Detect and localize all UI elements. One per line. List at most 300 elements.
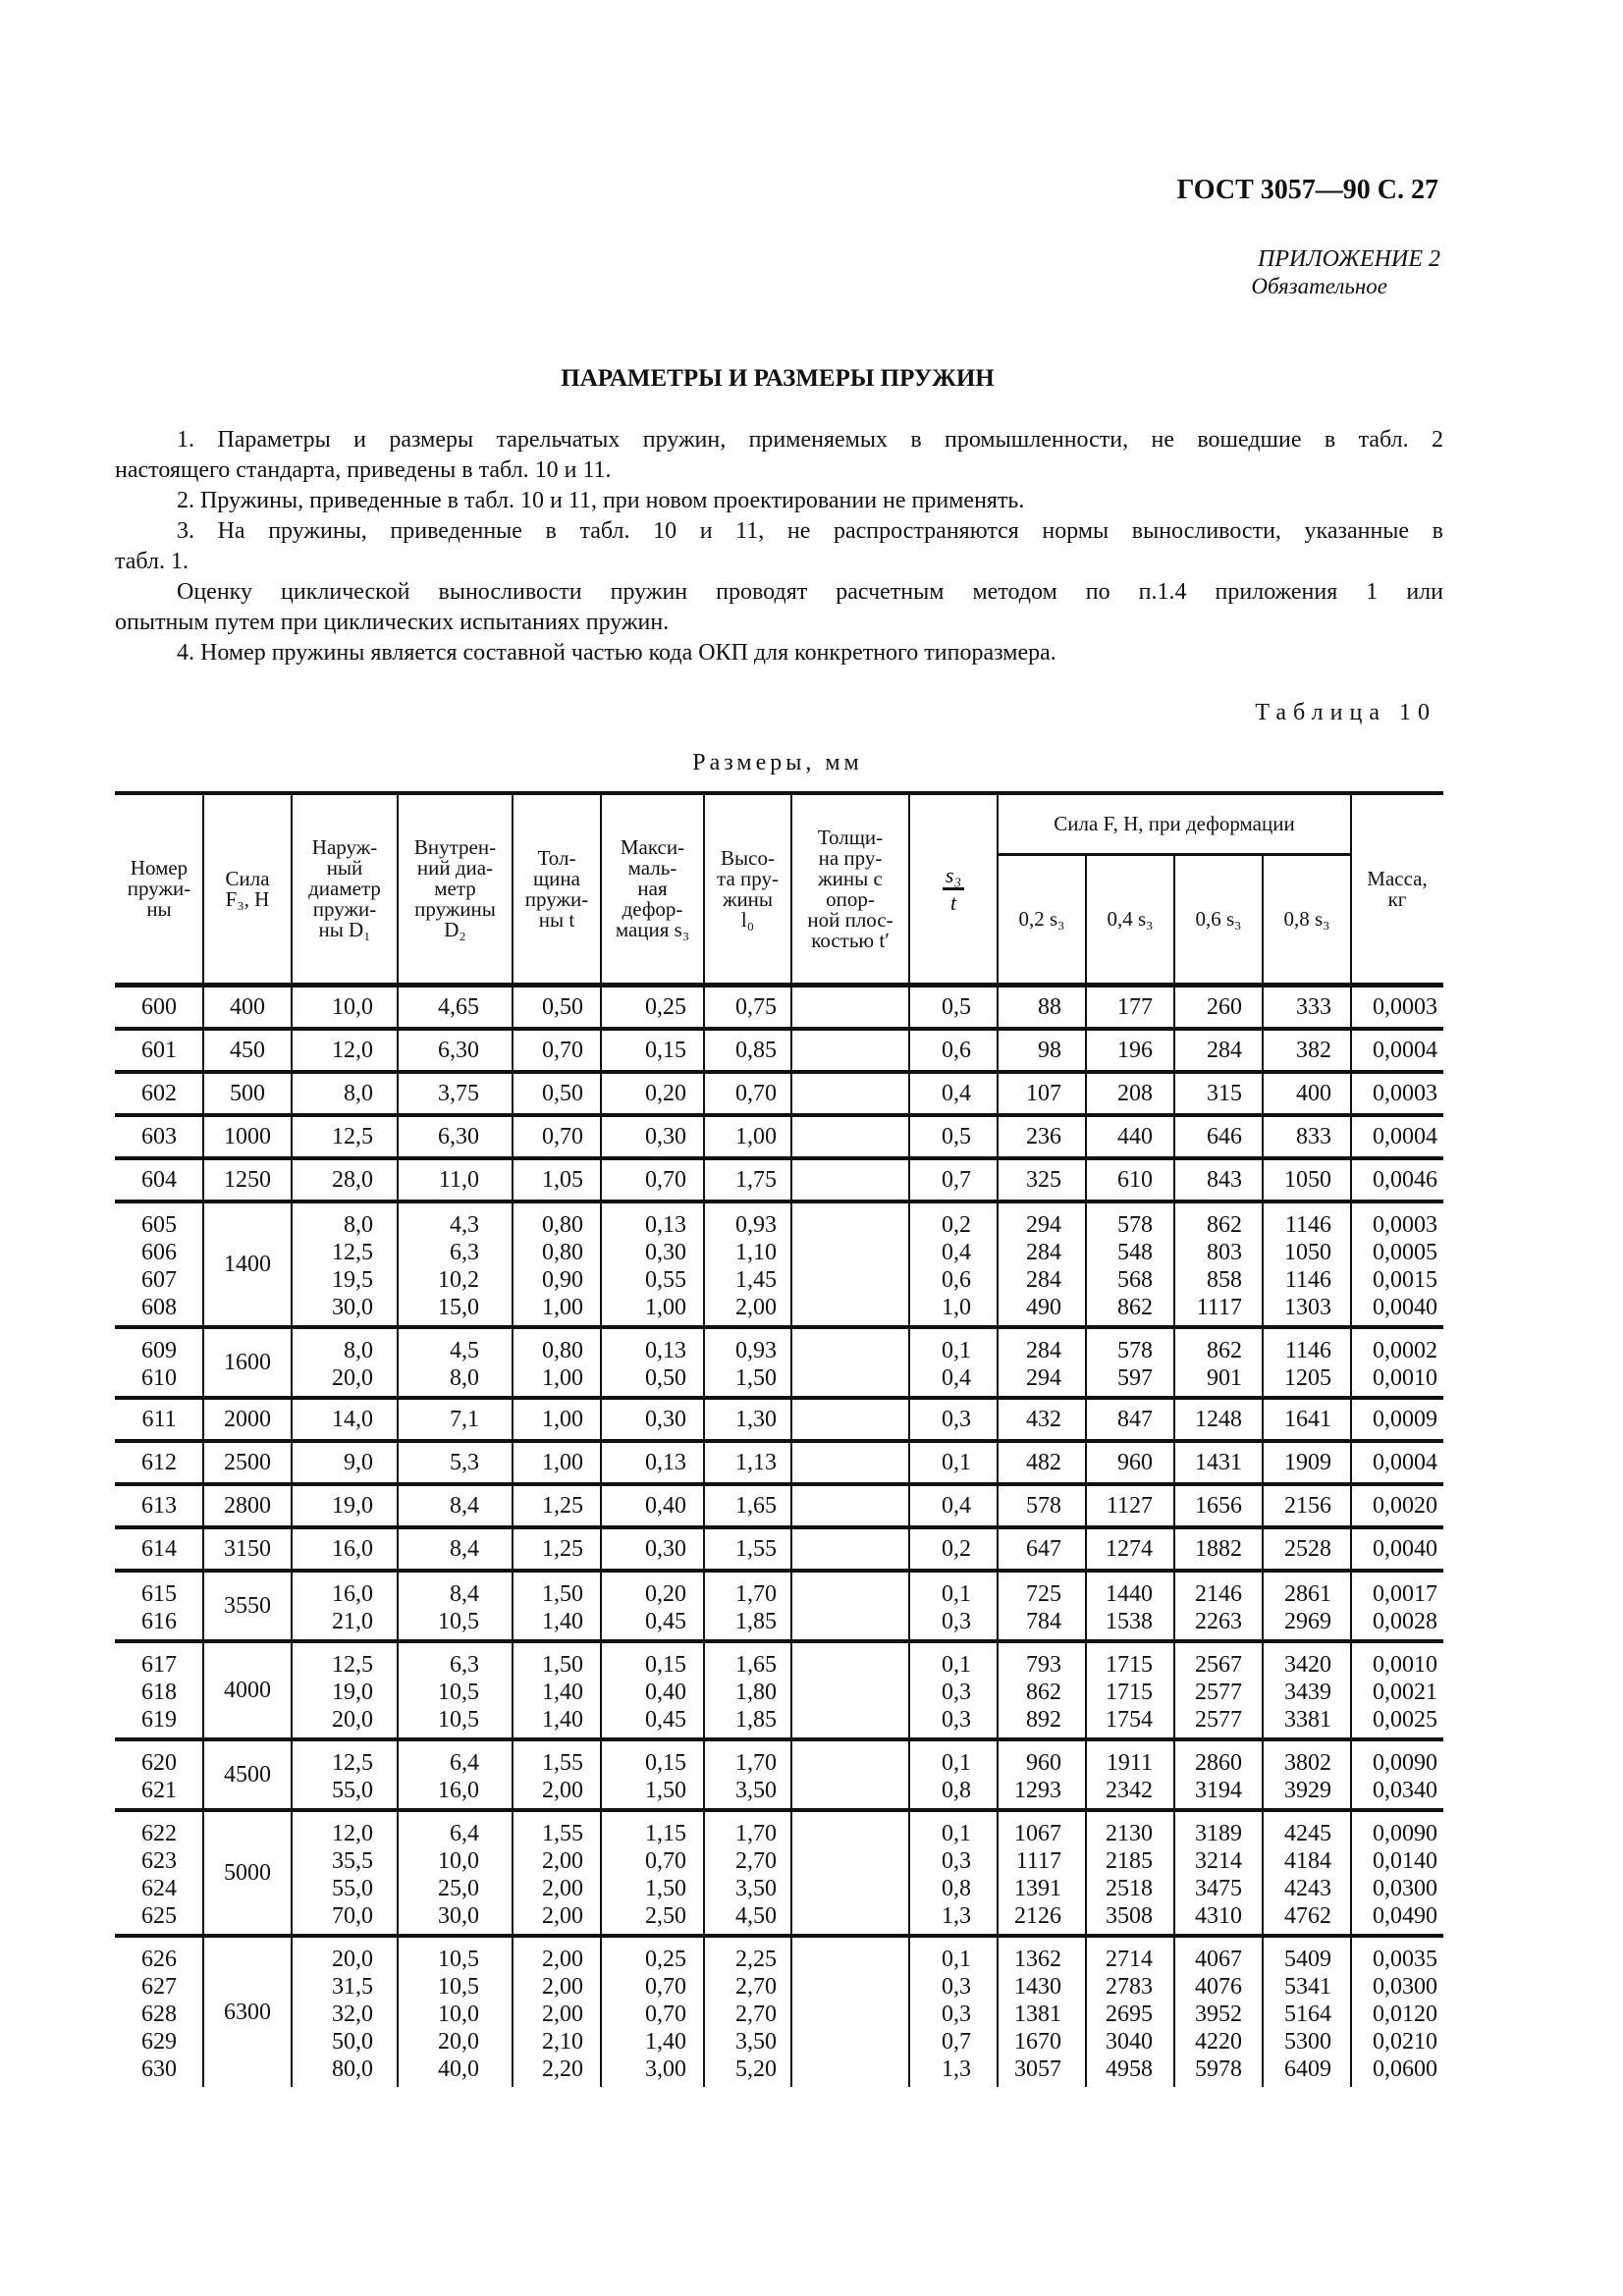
value-f02: 284	[1026, 1267, 1061, 1293]
value-D1: 20,0	[332, 1707, 373, 1733]
value-f04: 177	[1117, 994, 1153, 1020]
value-t: 1,00	[542, 1450, 583, 1475]
value-no: 627	[141, 1974, 177, 2000]
value-f06: 1117	[1196, 1295, 1242, 1320]
header-line: Внутрен-	[413, 835, 497, 859]
value-no: 626	[141, 1947, 177, 1972]
value-mass: 0,0010	[1373, 1652, 1437, 1678]
cell-no	[115, 1337, 203, 1392]
force-value: 3550	[224, 1593, 271, 1619]
value-no: 630	[141, 2056, 177, 2082]
cell-mass	[1351, 1123, 1443, 1150]
cell-f08	[1263, 1037, 1351, 1064]
value-tp	[791, 1973, 909, 2001]
cell-s3	[601, 1946, 704, 2083]
value-f02: 862	[1026, 1680, 1061, 1705]
cell-f04	[1086, 1651, 1174, 1734]
value-l0: 0,85	[735, 1038, 777, 1063]
value-f08: 5164	[1284, 2002, 1331, 2027]
header-line: Сила	[225, 866, 270, 890]
cell-f02	[998, 1449, 1086, 1476]
value-l0: 5,20	[735, 2056, 777, 2082]
cell-force	[203, 1160, 292, 1200]
value-no: 615	[141, 1581, 177, 1607]
value-s3: 0,30	[645, 1240, 686, 1265]
paragraph-line: табл. 1.	[115, 549, 189, 574]
cell-tp	[791, 1449, 909, 1476]
cell-force	[203, 1443, 292, 1482]
value-f02: 1293	[1014, 1778, 1061, 1803]
cell-tp	[791, 1749, 909, 1804]
value-D1: 28,0	[332, 1167, 373, 1193]
group-separator	[115, 1156, 1443, 1160]
header-line: мация s₃	[615, 918, 690, 941]
value-D2: 10,5	[438, 1680, 479, 1705]
cell-f06	[1174, 1820, 1263, 1930]
value-tp	[791, 1492, 909, 1520]
cell-mass	[1351, 1535, 1443, 1563]
cell-f04	[1086, 1123, 1174, 1150]
value-t: 1,00	[542, 1365, 583, 1391]
header-l0	[704, 793, 791, 985]
value-l0: 1,65	[735, 1652, 777, 1678]
value-no: 620	[141, 1750, 177, 1776]
cell-f08	[1263, 1123, 1351, 1150]
cell-l0	[704, 1449, 791, 1476]
value-l0: 2,70	[735, 1848, 777, 1874]
cell-no	[115, 1492, 203, 1520]
force-value: 2000	[224, 1407, 271, 1432]
force-value: 450	[230, 1038, 265, 1063]
value-ratio: 1,3	[942, 2056, 971, 2082]
cell-mass	[1351, 1406, 1443, 1433]
value-s3: 0,13	[645, 1212, 686, 1238]
force-value: 500	[230, 1081, 265, 1106]
value-f06: 803	[1207, 1240, 1242, 1265]
cell-t	[513, 1651, 601, 1734]
value-D2: 6,3	[450, 1652, 479, 1678]
header-line: Высо-	[721, 845, 775, 870]
value-f04: 1754	[1106, 1707, 1153, 1733]
cell-f06	[1174, 1211, 1263, 1321]
value-f04: 440	[1117, 1124, 1153, 1149]
value-D1: 35,5	[332, 1848, 373, 1874]
header-line: жины с	[818, 866, 883, 890]
page-title: ПАРАМЕТРЫ И РАЗМЕРЫ ПРУЖИН	[561, 365, 995, 392]
value-t: 2,00	[542, 1876, 583, 1901]
value-tp	[791, 1294, 909, 1321]
value-D2: 8,4	[450, 1536, 479, 1562]
value-mass: 0,0028	[1373, 1609, 1437, 1634]
value-mass: 0,0005	[1373, 1240, 1437, 1265]
value-no: 629	[141, 2029, 177, 2055]
column-divider	[1085, 854, 1087, 2087]
value-f04: 2783	[1106, 1974, 1153, 2000]
group-separator	[115, 1027, 1443, 1031]
value-s3: 0,70	[645, 1848, 686, 1874]
cell-f06	[1174, 1037, 1263, 1064]
cell-D1	[292, 1492, 398, 1520]
value-l0: 1,30	[735, 1407, 777, 1432]
cell-f04	[1086, 1037, 1174, 1064]
value-D1: 12,5	[332, 1124, 373, 1149]
force-value: 4500	[224, 1762, 271, 1788]
cell-s3	[601, 1492, 704, 1520]
paragraph-line: Оценку циклической выносливости пружин проводят расчетным методом по п.1.4 приложения 1 или	[177, 579, 1443, 605]
value-f06: 1248	[1195, 1407, 1242, 1432]
value-f04: 960	[1117, 1450, 1153, 1475]
value-f08: 5409	[1284, 1947, 1331, 1972]
value-mass: 0,0300	[1373, 1876, 1437, 1901]
value-D2: 6,30	[438, 1124, 479, 1149]
value-t: 1,40	[542, 1680, 583, 1705]
cell-f06	[1174, 1337, 1263, 1392]
header-f04	[1086, 854, 1174, 985]
value-mass: 0,0010	[1373, 1365, 1437, 1391]
value-f02: 1391	[1014, 1876, 1061, 1901]
header-line: пружины	[414, 897, 496, 921]
value-s3: 0,30	[645, 1407, 686, 1432]
value-f02: 432	[1026, 1407, 1061, 1432]
value-tp	[791, 1946, 909, 1973]
cell-D1	[292, 993, 398, 1021]
value-t: 0,50	[542, 994, 583, 1020]
value-f06: 284	[1207, 1038, 1242, 1063]
cell-s3	[601, 1037, 704, 1064]
value-s3: 0,40	[645, 1680, 686, 1705]
value-tp	[791, 1749, 909, 1777]
header-D2	[398, 793, 513, 985]
value-s3: 0,70	[645, 1974, 686, 2000]
force-value: 1600	[224, 1350, 271, 1375]
value-ratio: 0,6	[942, 1267, 971, 1293]
value-s3: 0,20	[645, 1081, 686, 1106]
value-f02: 2126	[1014, 1903, 1061, 1929]
value-D1: 21,0	[332, 1609, 373, 1634]
value-tp	[791, 1166, 909, 1194]
cell-D2	[398, 1651, 513, 1734]
group-separator	[115, 1396, 1443, 1400]
cell-f02	[998, 1820, 1086, 1930]
cell-mass	[1351, 1820, 1443, 1930]
value-ratio: 0,1	[942, 1450, 971, 1475]
value-s3: 0,20	[645, 1581, 686, 1607]
cell-f06	[1174, 993, 1263, 1021]
cell-force	[203, 1643, 292, 1737]
value-f04: 4958	[1106, 2056, 1153, 2082]
cell-f08	[1263, 993, 1351, 1021]
cell-f08	[1263, 1651, 1351, 1734]
value-f08: 5300	[1284, 2029, 1331, 2055]
value-s3: 2,50	[645, 1903, 686, 1929]
value-f04: 568	[1117, 1267, 1153, 1293]
value-t: 1,00	[542, 1295, 583, 1320]
value-D2: 10,2	[438, 1267, 479, 1293]
value-mass: 0,0003	[1373, 994, 1437, 1020]
cell-f02	[998, 1406, 1086, 1433]
cell-f02	[998, 1535, 1086, 1563]
value-D2: 10,5	[438, 1707, 479, 1733]
value-f06: 3952	[1195, 2002, 1242, 2027]
value-D1: 20,0	[332, 1365, 373, 1391]
value-D2: 10,5	[438, 1974, 479, 2000]
cell-D2	[398, 1449, 513, 1476]
header-force-group	[998, 793, 1351, 854]
value-D2: 4,5	[450, 1338, 479, 1363]
value-f08: 3929	[1284, 1778, 1331, 1803]
value-t: 1,25	[542, 1493, 583, 1519]
cell-force	[203, 988, 292, 1027]
value-tp	[791, 993, 909, 1021]
cell-D1	[292, 1449, 398, 1476]
value-D2: 8,0	[450, 1365, 479, 1391]
value-no: 601	[141, 1038, 177, 1063]
cell-f02	[998, 1037, 1086, 1064]
cell-f06	[1174, 1749, 1263, 1804]
value-f04: 847	[1117, 1407, 1153, 1432]
value-D2: 11,0	[438, 1167, 479, 1193]
value-D2: 6,3	[450, 1240, 479, 1265]
value-s3: 0,25	[645, 1947, 686, 1972]
cell-f06	[1174, 1946, 1263, 2083]
value-D1: 12,5	[332, 1652, 373, 1678]
paragraph-line: 1. Параметры и размеры тарельчатых пружин, применяемых в промышленности, не вошедшие в табл. 2	[177, 427, 1443, 453]
cell-f04	[1086, 1535, 1174, 1563]
value-s3: 0,45	[645, 1707, 686, 1733]
cell-s3	[601, 1651, 704, 1734]
value-f08: 3381	[1284, 1707, 1331, 1733]
value-l0: 0,93	[735, 1338, 777, 1363]
cell-no	[115, 1449, 203, 1476]
cell-f02	[998, 1123, 1086, 1150]
group-separator	[115, 1070, 1443, 1074]
cell-force	[203, 1486, 292, 1525]
value-no: 610	[141, 1365, 177, 1391]
value-f06: 4076	[1195, 1974, 1242, 2000]
value-D2: 6,4	[450, 1750, 479, 1776]
cell-D2	[398, 1535, 513, 1563]
value-l0: 1,85	[735, 1707, 777, 1733]
value-no: 609	[141, 1338, 177, 1363]
value-t: 0,70	[542, 1124, 583, 1149]
cell-t	[513, 1080, 601, 1107]
value-f06: 862	[1207, 1212, 1242, 1238]
cell-force	[203, 1573, 292, 1639]
value-t: 0,80	[542, 1212, 583, 1238]
value-l0: 2,70	[735, 2002, 777, 2027]
cell-ratio	[909, 1946, 998, 2083]
cell-t	[513, 1535, 601, 1563]
value-no: 606	[141, 1240, 177, 1265]
column-divider	[291, 793, 293, 2087]
value-f08: 5341	[1284, 1974, 1331, 2000]
value-D2: 30,0	[438, 1903, 479, 1929]
value-no: 602	[141, 1081, 177, 1106]
value-D2: 16,0	[438, 1778, 479, 1803]
group-separator	[115, 1639, 1443, 1643]
value-l0: 0,70	[735, 1081, 777, 1106]
cell-f06	[1174, 1580, 1263, 1635]
value-D1: 30,0	[332, 1295, 373, 1320]
value-D2: 20,0	[438, 2029, 479, 2055]
cell-D1	[292, 1535, 398, 1563]
value-f04: 1715	[1106, 1680, 1153, 1705]
value-D1: 20,0	[332, 1947, 373, 1972]
cell-mass	[1351, 1749, 1443, 1804]
cell-D1	[292, 1946, 398, 2083]
value-ratio: 0,7	[942, 2029, 971, 2055]
value-no: 607	[141, 1267, 177, 1293]
cell-t	[513, 1449, 601, 1476]
header-line: та пру-	[717, 866, 779, 890]
header-no	[115, 793, 203, 985]
cell-l0	[704, 1651, 791, 1734]
cell-f04	[1086, 1406, 1174, 1433]
value-f02: 236	[1026, 1124, 1061, 1149]
value-s3: 0,45	[645, 1609, 686, 1634]
value-s3: 0,15	[645, 1038, 686, 1063]
cell-ratio	[909, 1123, 998, 1150]
value-D2: 10,0	[438, 1848, 479, 1874]
cell-f02	[998, 1946, 1086, 2083]
cell-mass	[1351, 1211, 1443, 1321]
value-t: 2,00	[542, 2002, 583, 2027]
cell-mass	[1351, 1580, 1443, 1635]
value-no: 604	[141, 1167, 177, 1193]
force-value: 400	[230, 994, 265, 1020]
group-separator	[115, 1737, 1443, 1741]
value-ratio: 0,4	[942, 1240, 971, 1265]
cell-t	[513, 1580, 601, 1635]
value-ratio: 0,1	[942, 1581, 971, 1607]
value-f06: 2567	[1195, 1652, 1242, 1678]
value-D1: 8,0	[344, 1338, 373, 1363]
header-line: Тол-	[537, 845, 576, 870]
cell-s3	[601, 1749, 704, 1804]
value-f08: 1050	[1284, 1240, 1331, 1265]
value-D1: 55,0	[332, 1778, 373, 1803]
value-ratio: 1,0	[942, 1295, 971, 1320]
value-l0: 0,75	[735, 994, 777, 1020]
value-no: 621	[141, 1778, 177, 1803]
value-tp	[791, 1777, 909, 1804]
cell-t	[513, 1037, 601, 1064]
header-force	[203, 793, 292, 985]
cell-ratio	[909, 1166, 998, 1194]
value-f08: 833	[1296, 1124, 1331, 1149]
cell-l0	[704, 1123, 791, 1150]
value-no: 628	[141, 2002, 177, 2027]
cell-f08	[1263, 1406, 1351, 1433]
document-code-page-number: ГОСТ 3057—90 С. 27	[1176, 175, 1438, 205]
cell-no	[115, 1211, 203, 1321]
cell-f02	[998, 1080, 1086, 1107]
value-f02: 1117	[1015, 1848, 1061, 1874]
value-t: 0,50	[542, 1081, 583, 1106]
cell-no	[115, 1651, 203, 1734]
value-tp	[791, 1706, 909, 1734]
value-f02: 784	[1026, 1609, 1061, 1634]
value-no: 613	[141, 1493, 177, 1519]
cell-mass	[1351, 1080, 1443, 1107]
value-l0: 1,45	[735, 1267, 777, 1293]
value-f02: 725	[1026, 1581, 1061, 1607]
value-f02: 3057	[1014, 2056, 1061, 2082]
cell-f06	[1174, 1406, 1263, 1433]
cell-f08	[1263, 1749, 1351, 1804]
value-f04: 597	[1117, 1365, 1153, 1391]
cell-D1	[292, 1820, 398, 1930]
value-t: 0,80	[542, 1338, 583, 1363]
value-f06: 2860	[1195, 1750, 1242, 1776]
force-value: 4000	[224, 1678, 271, 1703]
cell-l0	[704, 1037, 791, 1064]
cell-mass	[1351, 1166, 1443, 1194]
value-l0: 3,50	[735, 2029, 777, 2055]
cell-f04	[1086, 1166, 1174, 1194]
value-f02: 1067	[1014, 1821, 1061, 1846]
value-t: 0,80	[542, 1240, 583, 1265]
value-no: 624	[141, 1876, 177, 1901]
cell-tp	[791, 1535, 909, 1563]
value-ratio: 0,3	[942, 2002, 971, 2027]
column-divider	[908, 793, 910, 2087]
table-label: Таблица 10	[1255, 700, 1436, 725]
value-f08: 1146	[1284, 1338, 1331, 1363]
header-line: 0,4 s₃	[1107, 907, 1154, 931]
cell-ratio	[909, 1749, 998, 1804]
value-s3: 0,25	[645, 994, 686, 1020]
header-line: ной плос-	[807, 907, 893, 932]
cell-force	[203, 1203, 292, 1325]
value-l0: 1,85	[735, 1609, 777, 1634]
value-f06: 2577	[1195, 1680, 1242, 1705]
value-f06: 3214	[1195, 1848, 1242, 1874]
cell-no	[115, 1406, 203, 1433]
value-f06: 2263	[1195, 1609, 1242, 1634]
value-f02: 490	[1026, 1295, 1061, 1320]
value-f04: 208	[1117, 1081, 1153, 1106]
value-f04: 548	[1117, 1240, 1153, 1265]
value-l0: 1,00	[735, 1124, 777, 1149]
cell-f04	[1086, 1211, 1174, 1321]
cell-ratio	[909, 1492, 998, 1520]
value-f06: 260	[1207, 994, 1242, 1020]
cell-f04	[1086, 1580, 1174, 1635]
header-line: пружи-	[312, 897, 377, 921]
value-D1: 8,0	[344, 1081, 373, 1106]
value-tp	[791, 1037, 909, 1064]
value-D2: 7,1	[450, 1407, 479, 1432]
value-D2: 6,30	[438, 1038, 479, 1063]
cell-t	[513, 1492, 601, 1520]
cell-f02	[998, 1166, 1086, 1194]
value-f08: 1303	[1284, 1295, 1331, 1320]
cell-l0	[704, 993, 791, 1021]
cell-f04	[1086, 1820, 1174, 1930]
cell-l0	[704, 1211, 791, 1321]
header-line: Толщи-	[817, 825, 884, 849]
group-separator	[115, 1934, 1443, 1938]
value-t: 2,00	[542, 1947, 583, 1972]
units-label: Размеры, мм	[692, 750, 863, 775]
value-l0: 1,65	[735, 1493, 777, 1519]
cell-ratio	[909, 1337, 998, 1392]
cell-D1	[292, 1037, 398, 1064]
cell-t	[513, 1337, 601, 1392]
cell-tp	[791, 1166, 909, 1194]
value-f08: 4762	[1284, 1903, 1331, 1929]
